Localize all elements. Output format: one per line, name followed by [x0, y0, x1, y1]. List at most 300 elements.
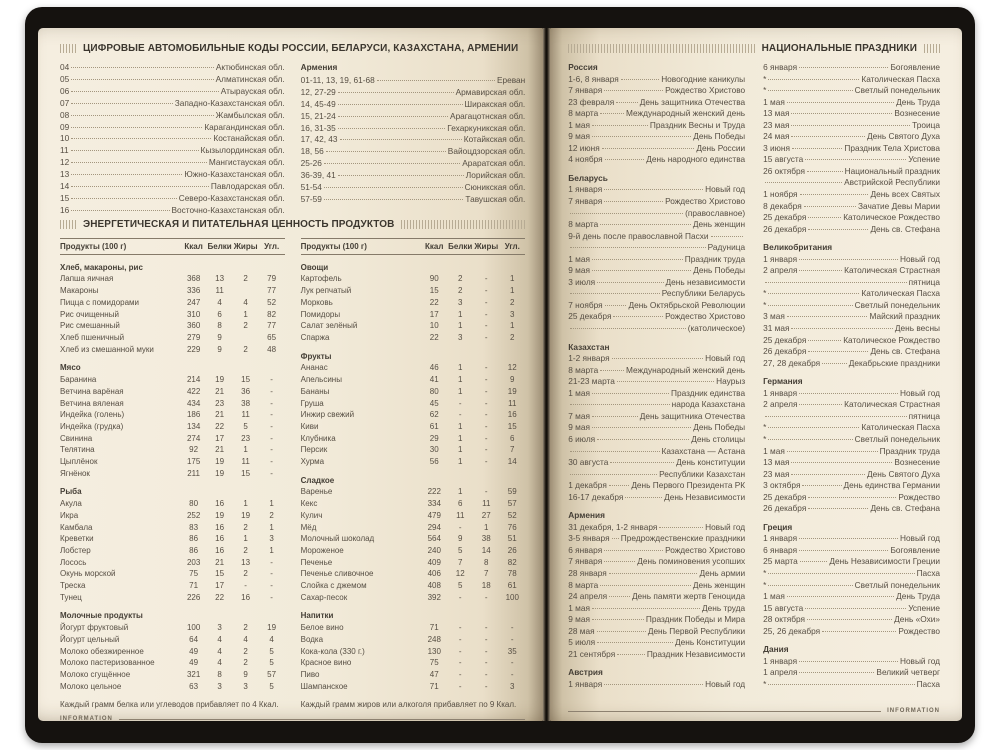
col-header-carb: Угл. [504, 241, 520, 251]
carb-value: 6 [510, 433, 515, 443]
dotted-leader [805, 608, 906, 609]
dotted-leader [600, 370, 624, 371]
list-item-left: 27, 28 декабря [763, 357, 821, 368]
dotted-leader [377, 80, 495, 81]
carb-value: 61 [507, 581, 517, 591]
list-item-left: 1 апреля [763, 667, 798, 678]
list-item-left: 07 [60, 97, 70, 108]
kcal-value [181, 610, 207, 622]
list-item [763, 545, 940, 557]
carb-value [499, 262, 525, 274]
dotted-leader [338, 104, 463, 105]
protein-value: 21 [215, 445, 225, 455]
list-item [301, 87, 526, 99]
list-item-right: День Победы [693, 422, 746, 433]
list-item [763, 656, 940, 668]
list-item [763, 265, 940, 277]
protein-value [207, 486, 233, 498]
list-item-left: 7 января [568, 85, 603, 96]
protein-value: - [458, 669, 462, 679]
fat-value: 11 [241, 410, 250, 420]
list-item-right: Радуница [707, 242, 746, 253]
protein-value: 9 [458, 534, 463, 544]
fat-value: - [484, 634, 488, 644]
list-item-left: 10 [60, 133, 70, 144]
product-name: Морковь [300, 297, 333, 307]
list-item-left: Казахстан [568, 341, 610, 352]
product-name: Печенье сливочное [300, 569, 374, 579]
dotted-leader [605, 159, 645, 160]
list-item [568, 533, 745, 545]
list-item-right: День защитника Отечества [639, 410, 746, 421]
fat-value [473, 475, 499, 487]
list-item [763, 323, 940, 335]
dotted-leader [768, 305, 852, 306]
dotted-leader [604, 90, 663, 91]
product-name: Печенье [300, 557, 333, 567]
kcal-value: 75 [189, 569, 199, 579]
list-item [60, 110, 285, 122]
list-item [763, 242, 940, 254]
kcal-value: 80 [189, 499, 199, 509]
product-name: Лосось [60, 557, 87, 567]
list-item [568, 74, 745, 86]
list-item-right: День Первого Президента РК [631, 480, 746, 491]
dotted-leader [808, 497, 896, 498]
list-item [301, 111, 526, 123]
list-item [568, 480, 745, 492]
fat-value: - [484, 386, 488, 396]
list-item-right: Новый год [899, 253, 940, 264]
list-item [763, 492, 940, 504]
carb-value: 9 [510, 375, 515, 385]
carb-value: 5 [269, 681, 274, 691]
nutrition-row [301, 646, 526, 658]
fat-value: 2 [243, 658, 248, 668]
list-item-left: 1 мая [568, 602, 590, 613]
list-item-left: 51-54 [300, 182, 322, 193]
list-item [568, 342, 745, 354]
kcal-value: 15 [429, 286, 439, 296]
list-item-left: 1-2 января [568, 353, 610, 364]
dotted-leader [324, 187, 463, 188]
list-item [568, 422, 745, 434]
nutrition-row [301, 634, 526, 646]
kcal-value: 406 [427, 569, 441, 579]
list-item [568, 667, 745, 679]
list-item-right: День женщин [692, 579, 746, 590]
list-item-right: Праздник Победы и Мира [645, 614, 746, 625]
list-item-right: День Святого Духа [867, 468, 940, 479]
fat-value: 38 [481, 534, 491, 544]
protein-value: 21 [215, 557, 225, 567]
list-item-right: Казахстана — Астана [661, 445, 746, 456]
nutrition-row [60, 533, 285, 545]
list-item-left: * [763, 288, 767, 299]
dotted-leader [799, 67, 888, 68]
kcal-value: 71 [429, 623, 439, 633]
kcal-value: 334 [427, 499, 441, 509]
product-name: Ветчина вяленая [60, 398, 124, 408]
list-item [568, 446, 745, 458]
product-name: Акула [60, 499, 82, 509]
protein-value: 4 [217, 297, 222, 307]
fat-value: 9 [243, 669, 248, 679]
hatch-decoration-icon [924, 44, 940, 53]
nutrition-row [60, 421, 285, 433]
dotted-leader [791, 462, 892, 463]
list-item-right: Западно-Казахстанская обл. [174, 97, 285, 108]
protein-value: 16 [215, 522, 225, 532]
list-item-right: Светлый понедельник [854, 579, 940, 590]
car-codes-section-title [60, 43, 525, 54]
dotted-leader [807, 171, 843, 172]
fat-value [233, 285, 259, 297]
dotted-leader [597, 439, 689, 440]
list-item-left: 1 мая [568, 119, 590, 130]
nutrition-row [301, 522, 526, 534]
list-item-left: Великобритания [763, 242, 833, 253]
dotted-leader [604, 201, 663, 202]
carb-value: 2 [510, 333, 515, 342]
product-name: Бананы [300, 386, 330, 396]
list-item-right: Праздник единства [671, 387, 746, 398]
fat-value: 18 [481, 581, 491, 591]
carb-value: 12 [507, 363, 517, 373]
dotted-leader [612, 358, 704, 359]
list-item-left: Беларусь [568, 172, 608, 183]
carb-value: 76 [507, 522, 517, 532]
list-item-right: Успение [908, 154, 940, 165]
list-item-left: 25 декабря [763, 491, 807, 502]
fat-value: - [484, 398, 488, 408]
kcal-value [421, 262, 447, 274]
list-item-left: 1 мая [763, 591, 785, 602]
list-item [60, 193, 285, 205]
list-item-right: Ереван [496, 74, 526, 85]
carb-value: 65 [267, 333, 277, 342]
dotted-leader [791, 136, 865, 137]
list-item [763, 556, 940, 568]
protein-value: 17 [215, 433, 225, 443]
protein-value: - [458, 681, 462, 691]
dotted-leader [592, 270, 691, 271]
list-item-right: День всех Святых [870, 189, 940, 200]
nutrition-row [60, 486, 285, 498]
list-item [763, 533, 940, 545]
list-item-right: День Победы [693, 265, 746, 276]
nutrition-rows [60, 262, 285, 693]
kcal-value: 294 [427, 522, 441, 532]
dotted-leader [338, 116, 448, 117]
list-item-right: Наурыз [716, 376, 746, 387]
dotted-leader [71, 79, 213, 80]
list-item [568, 231, 745, 243]
list-item-right: Католическая Страстная [844, 265, 940, 276]
kcal-value: 368 [186, 274, 201, 284]
product-name: Варенье [300, 487, 333, 497]
nutrition-row [60, 262, 285, 274]
dotted-leader [799, 538, 898, 539]
fat-value: 2 [243, 623, 248, 633]
dotted-leader [612, 538, 619, 539]
product-name: Индейка (голень) [60, 410, 125, 420]
list-item-right: Костанайская обл. [213, 133, 285, 144]
kcal-value: 321 [186, 669, 201, 679]
fat-value: - [484, 658, 488, 668]
nutrition-row [60, 468, 285, 480]
list-item [568, 265, 745, 277]
dotted-leader [600, 224, 691, 225]
kcal-value: 46 [429, 363, 439, 373]
list-item-left: 6 января [763, 544, 798, 555]
list-item-right: Тавушская обл. [465, 193, 526, 204]
product-name: Креветки [60, 534, 94, 544]
dotted-leader [799, 672, 874, 673]
protein-value: 1 [458, 386, 463, 396]
carb-value: 79 [267, 274, 277, 284]
protein-value: 5 [458, 581, 463, 591]
list-item-right: Праздник Независимости [646, 648, 746, 659]
list-item-left: 08 [60, 109, 70, 120]
list-item-right: Сюникская обл. [464, 182, 526, 193]
list-item-right: День народного единства [646, 154, 746, 165]
dotted-leader [592, 416, 638, 417]
list-item-right: Праздник Весны и Труда [649, 119, 746, 130]
product-name: Молоко цельное [60, 681, 122, 691]
list-item-left: 01-11, 13, 19, 61-68 [300, 74, 375, 85]
car-codes-col-kazakhstan [60, 62, 285, 217]
dotted-leader [768, 90, 852, 91]
list-item-left: 28 мая [568, 625, 595, 636]
list-item [568, 131, 745, 143]
list-item [568, 580, 745, 592]
list-item-left: * [763, 579, 767, 590]
nutrition-row [60, 568, 285, 580]
fat-value: - [484, 410, 488, 420]
nutrition-row [301, 610, 526, 622]
carb-value: 16 [507, 410, 517, 420]
carb-value: 1 [510, 274, 515, 284]
list-item-left: 21 сентября [568, 648, 616, 659]
dotted-leader [787, 451, 878, 452]
nutrition-row [301, 510, 526, 522]
dotted-leader [787, 316, 868, 317]
protein-value: 11 [456, 510, 465, 520]
list-item [568, 300, 745, 312]
dotted-leader [617, 654, 645, 655]
protein-value: 8 [217, 321, 222, 331]
list-item-left: 26 октября [763, 165, 806, 176]
page-footer [60, 710, 525, 722]
kcal-value: 45 [429, 398, 439, 408]
col-header-protein: Белки [448, 241, 473, 251]
nutrition-row [60, 557, 285, 569]
list-item-left: 15 августа [763, 154, 804, 165]
list-item [568, 556, 745, 568]
list-item-right: Новый год [899, 387, 940, 398]
nutrition-row [301, 297, 526, 309]
dotted-leader [791, 474, 865, 475]
list-item [568, 108, 745, 120]
list-item-left: 05 [60, 73, 70, 84]
list-item [301, 146, 526, 158]
fat-value: - [484, 457, 488, 467]
list-item-left: 16-17 декабря [568, 491, 624, 502]
carb-value: 1 [510, 321, 515, 331]
list-item [763, 422, 940, 434]
nutrition-row [301, 386, 526, 398]
list-item-left: 8 марта [568, 219, 599, 230]
list-item-left: 28 января [568, 567, 607, 578]
list-item-left: 23 февраля [568, 96, 615, 107]
list-item-left: 9 мая [568, 422, 590, 433]
list-item [568, 85, 745, 97]
list-item [60, 181, 285, 193]
dotted-leader [71, 127, 202, 128]
list-item-left: 12 июня [568, 142, 600, 153]
carb-value: - [270, 375, 273, 385]
list-item [568, 376, 745, 388]
carb-value: 52 [507, 510, 517, 520]
nutrition-row [301, 444, 526, 456]
list-item-left: 25 декабря [763, 212, 807, 223]
list-item-right: Светлый понедельник [854, 85, 940, 96]
product-name: Йогурт цельный [60, 634, 120, 644]
protein-value: 1 [458, 321, 463, 331]
fat-value: 36 [241, 386, 251, 396]
product-name: Икра [60, 510, 79, 520]
nutrition-row [301, 285, 526, 297]
dotted-leader [338, 92, 454, 93]
nutrition-row [301, 362, 526, 374]
list-item-right: Вайоцдзорская обл. [447, 146, 526, 157]
list-item-left: 7 мая [568, 410, 590, 421]
dotted-leader [604, 684, 703, 685]
list-item [763, 358, 940, 370]
list-item-left: 18, 56 [300, 146, 324, 157]
carb-value: 1 [269, 522, 274, 532]
dotted-leader [597, 642, 673, 643]
list-item-right: Австрийской Республики [844, 177, 940, 188]
dotted-leader [787, 102, 894, 103]
list-item-right: Троица [912, 119, 940, 130]
list-item-right: День Первой Республики [647, 625, 746, 636]
nutrition-row [301, 262, 526, 274]
list-item-left: 15 [60, 192, 70, 203]
fat-value [233, 262, 259, 274]
list-item-left: 9 мая [568, 131, 590, 142]
list-item-right: Успение [908, 602, 940, 613]
nutrition-row [60, 456, 285, 468]
list-item [568, 679, 745, 691]
nutrition-row [301, 398, 526, 410]
list-item-left: 1 января [568, 184, 603, 195]
protein-value: 19 [215, 375, 225, 385]
product-name: Сладкое [300, 475, 335, 485]
list-item-left: 13 мая [763, 108, 790, 119]
protein-value: - [458, 623, 462, 633]
kcal-value: 392 [427, 592, 441, 602]
fat-value: 4 [243, 634, 248, 644]
product-name: Фрукты [300, 351, 332, 361]
list-item-left: 7 января [568, 556, 603, 567]
list-item [568, 353, 745, 365]
nutrition-row [301, 545, 526, 557]
list-item-left: 12, 27-29 [300, 86, 336, 97]
carb-value: 2 [269, 510, 274, 520]
nutrition-row [301, 592, 526, 604]
holidays-col-1 [568, 62, 745, 690]
list-item-left: 1 декабря [568, 480, 607, 491]
list-item-left: 1 января [763, 655, 798, 666]
list-item-left: 13 [60, 169, 70, 180]
list-item [568, 288, 745, 300]
list-item-right: Новый год [705, 353, 746, 364]
product-name: Сахар-песок [300, 592, 348, 602]
dotted-leader [600, 585, 691, 586]
list-item [763, 177, 940, 189]
fat-value: 1 [243, 445, 248, 455]
fat-value [473, 351, 499, 363]
list-item-right: День независимости [665, 276, 746, 287]
list-item [60, 62, 285, 74]
dotted-leader [768, 427, 859, 428]
list-item-left: 2 апреля [763, 265, 798, 276]
dotted-leader [570, 213, 683, 214]
list-item [763, 679, 940, 691]
dotted-leader [71, 115, 213, 116]
hatch-decoration-icon [401, 220, 525, 229]
list-item [763, 108, 940, 120]
list-item-right: Атырауская обл. [220, 85, 285, 96]
carb-value: 14 [507, 457, 517, 467]
product-name: Красное вино [300, 658, 352, 668]
carb-value: 3 [510, 309, 515, 319]
fat-value: 2 [243, 545, 248, 555]
carb-value: - [270, 457, 273, 467]
list-item-right: Праздник Тела Христова [844, 142, 940, 153]
list-item-right: День Конституции [675, 637, 746, 648]
list-item-right: День женщин [692, 219, 746, 230]
fat-value: - [484, 297, 488, 307]
list-item-right: День «Охи» [894, 614, 940, 625]
list-item-right: Светлый понедельник [854, 433, 940, 444]
product-name: Напитки [300, 611, 334, 621]
list-item [568, 568, 745, 580]
product-name: Треска [60, 581, 86, 591]
list-item-left: * [763, 678, 767, 689]
list-item-right: Майский праздник [869, 311, 940, 322]
nutrition-row [60, 622, 285, 634]
nutrition-row [301, 568, 526, 580]
dotted-leader [808, 217, 841, 218]
list-item [568, 173, 745, 185]
nutrition-row [301, 533, 526, 545]
dotted-leader [597, 282, 663, 283]
protein-value: 1 [458, 445, 463, 455]
kcal-value: 100 [186, 623, 201, 633]
dotted-leader [71, 138, 211, 139]
carb-value: 1 [269, 545, 274, 555]
product-name: Тунец [60, 592, 82, 602]
carb-value: - [270, 398, 273, 408]
list-item [301, 62, 526, 74]
kcal-value: 248 [427, 634, 441, 644]
list-item-left: 13 мая [763, 457, 790, 468]
dotted-leader [799, 393, 898, 394]
kcal-value: 90 [429, 274, 439, 284]
